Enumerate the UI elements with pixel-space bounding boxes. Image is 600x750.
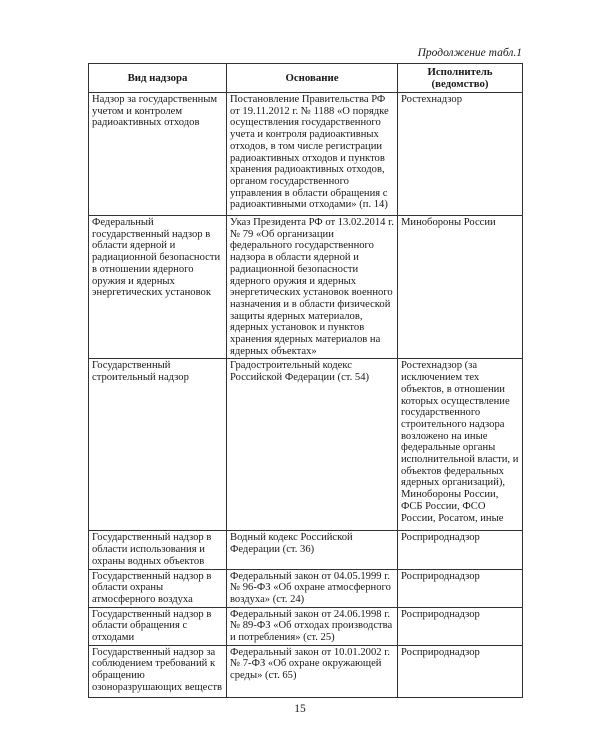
cell-executor: Росприроднадзор [398,607,523,645]
cell-executor: Ростехнадзор (за исключением тех объектов, в отношении которых осуществление государственного строительного надзора возложено на иные федеральные органы исполнительной власти, и объектов федеральных ядерных организаций), Минобороны России, ФСБ России, ФСО России, Росатом, иные [398,359,523,531]
header-basis: Основание [227,64,398,93]
cell-executor: Ростехнадзор [398,93,523,216]
cell-executor: Росприроднадзор [398,569,523,607]
cell-basis: Федеральный закон от 24.06.1998 г. № 89-ФЗ «Об отходах производства и потребления» (ст. 25) [227,607,398,645]
cell-type: Надзор за государственным учетом и контролем радиоактивных отходов [89,93,227,216]
table-row [89,359,523,531]
table-row [89,645,523,697]
page-number: 15 [294,703,306,715]
cell-type: Государственный строительный надзор [89,359,227,531]
table-row [89,216,523,359]
cell-type: Государственный надзор в области использования и охраны водных объектов [89,531,227,569]
cell-basis: Водный кодекс Российской Федерации (ст. 36) [227,531,398,569]
cell-executor: Росприроднадзор [398,645,523,697]
cell-basis: Федеральный закон от 04.05.1999 г. № 96-ФЗ «Об охране атмосферного воздуха» (ст. 24) [227,569,398,607]
table-row [89,569,523,607]
cell-type: Государственный надзор за соблюдением требований к обращению озоноразрушающих веществ [89,645,227,697]
cell-type: Государственный надзор в области охраны атмосферного воздуха [89,569,227,607]
cell-executor: Росприроднадзор [398,531,523,569]
header-type: Вид надзора [89,64,227,93]
table-caption: Продолжение табл.1 [417,47,522,59]
table-row [89,531,523,569]
cell-type: Государственный надзор в области обращения с отходами [89,607,227,645]
cell-type: Федеральный государственный надзор в области ядерной и радиационной безопасности в отношении ядерного оружия и ядерных энергетических установок [89,216,227,359]
table-row [89,607,523,645]
table-header-row [89,64,523,93]
supervision-table [88,63,523,698]
table-row [89,93,523,216]
cell-executor: Минобороны России [398,216,523,359]
cell-basis: Градостроительный кодекс Российской Федерации (ст. 54) [227,359,398,531]
cell-basis: Федеральный закон от 10.01.2002 г. № 7-ФЗ «Об охране окружающей среды» (ст. 65) [227,645,398,697]
cell-basis: Указ Президента РФ от 13.02.2014 г. № 79 «Об организации федерального государственного надзора в области ядерной и радиационной безопасности ядерного оружия и ядерных энергетических установок военного назначения и в области физической защиты ядерных материалов, ядерных установок и пунктов хранения ядерных материалов на ядерных объектах» [227,216,398,359]
header-executor: Исполнитель (ведомство) [398,64,523,93]
cell-basis: Постановление Правительства РФ от 19.11.2012 г. № 1188 «О порядке осуществления государственного учета и контроля радиоактивных отходов, в том числе регистрации радиоактивных отходов и пунктов хранения радиоактивных отходов, органом государственного управления в области обращения с радиоактивными отходами» (п. 14) [227,93,398,216]
